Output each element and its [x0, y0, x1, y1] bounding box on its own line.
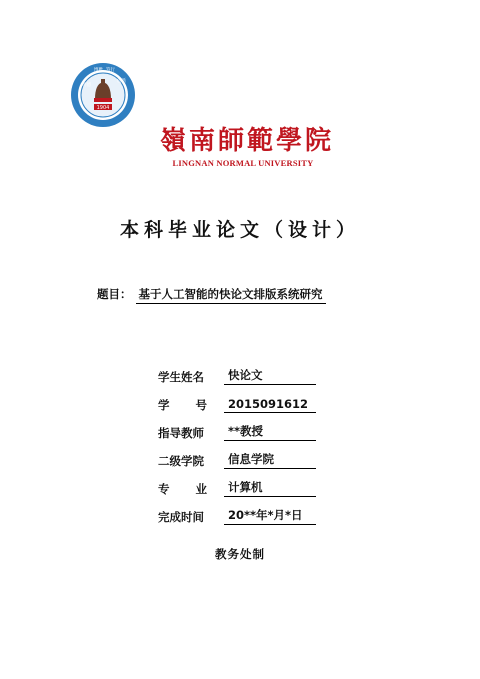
- info-value: 2015091612: [224, 397, 316, 413]
- emblem-word-3: 笃行: [106, 68, 115, 73]
- info-label: 学号: [158, 398, 233, 412]
- university-name-english: LINGNAN NORMAL UNIVERSITY: [172, 158, 314, 168]
- info-row-student-id: [158, 385, 316, 413]
- info-value: **教授: [224, 423, 316, 441]
- info-label: 完成时间: [158, 510, 204, 524]
- emblem-word-1: 明德: [82, 83, 91, 88]
- document-title: 本科毕业论文（设计）: [119, 219, 360, 241]
- info-value: 快论文: [224, 367, 316, 385]
- info-row-completion-date: [158, 497, 316, 525]
- info-row-college: [158, 441, 316, 469]
- info-row-student-name: [158, 357, 316, 385]
- info-value: 计算机: [224, 479, 316, 497]
- university-emblem: [70, 62, 136, 128]
- info-table: [158, 357, 316, 525]
- info-row-major: [158, 469, 316, 497]
- thesis-topic: [97, 286, 326, 304]
- info-value: 信息学院: [224, 451, 316, 469]
- info-value: 20**年*月*日: [224, 507, 316, 525]
- info-row-advisor: [158, 413, 316, 441]
- emblem-word-2: 博雅: [94, 68, 103, 73]
- info-label: 二级学院: [158, 454, 204, 468]
- topic-label: 题目：: [97, 287, 132, 301]
- emblem-word-4: 创新: [117, 79, 126, 84]
- emblem-year: 1904: [96, 105, 110, 111]
- info-label: 指导教师: [158, 426, 204, 440]
- topic-value: 基于人工智能的快论文排版系统研究: [136, 286, 326, 304]
- university-name-chinese: 嶺南師範學院: [160, 126, 335, 156]
- issuing-office: 教务处制: [215, 547, 265, 561]
- info-label: 专业: [158, 482, 233, 496]
- info-label: 学生姓名: [158, 370, 204, 384]
